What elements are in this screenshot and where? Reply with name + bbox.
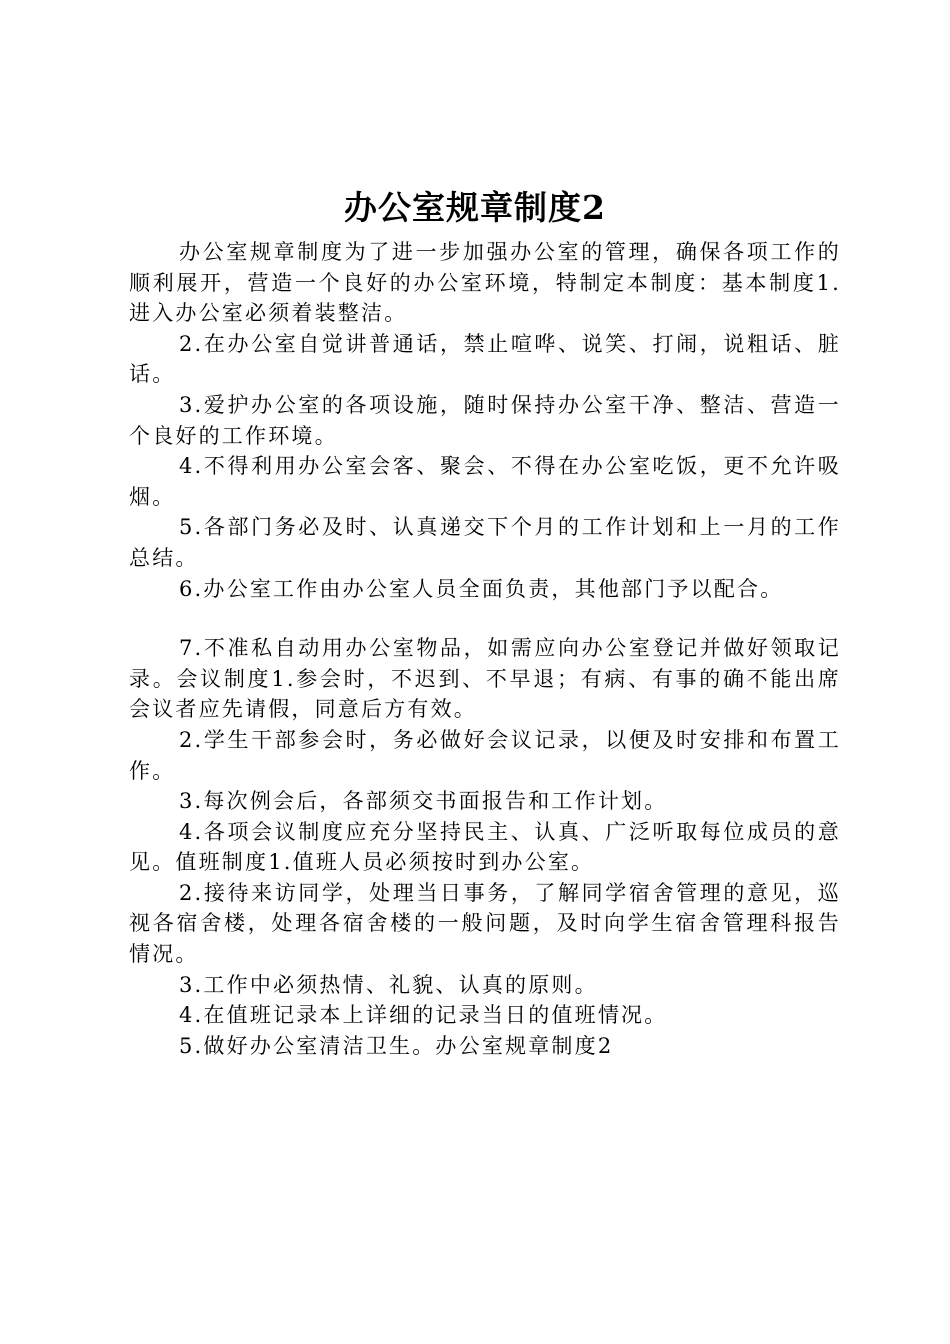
paragraph-duty-4: 4.在值班记录本上详细的记录当日的值班情况。 [179,1003,668,1028]
document-title: 办公室规章制度2 [344,188,606,227]
paragraph-rule-4: 4.不得利用办公室会客、聚会、不得在办公室吃饭，更不允许吸烟。 [129,454,841,509]
paragraph-duty-5: 5.做好办公室清洁卫生。办公室规章制度2 [179,1033,614,1058]
paragraph-rule-5: 5.各部门务必及时、认真递交下个月的工作计划和上一月的工作总结。 [129,515,841,570]
paragraph-rule-2: 2.在办公室自觉讲普通话，禁止喧哗、说笑、打闹，说粗话、脏话。 [129,331,841,387]
paragraph-rule-6: 6.办公室工作由办公室人员全面负责，其他部门予以配合。 [179,576,784,601]
paragraph-duty-2: 2.接待来访同学，处理当日事务，了解同学宿舍管理的意见，巡视各宿舍楼，处理各宿舍楼的一般问题，及时向学生宿舍管理科报告情况。 [129,880,841,967]
paragraph-meeting-2: 2.学生干部参会时，务必做好会议记录，以便及时安排和布置工作。 [129,727,841,783]
paragraph-rule-3: 3.爱护办公室的各项设施，随时保持办公室干净、整洁、营造一个良好的工作环境。 [129,392,841,448]
paragraph-duty-3: 3.工作中必须热情、礼貌、认真的原则。 [179,972,598,997]
paragraph-meeting-3: 3.每次例会后，各部须交书面报告和工作计划。 [179,789,668,814]
paragraph-intro: 办公室规章制度为了进一步加强办公室的管理，确保各项工作的顺利展开，营造一个良好的办公室环境，特制定本制度：基本制度1.进入办公室必须着装整洁。 [129,240,841,326]
paragraph-meeting-4: 4.各项会议制度应充分坚持民主、认真、广泛听取每位成员的意见。值班制度1.值班人员必须按时到办公室。 [129,819,841,875]
document-body [129,237,841,1061]
paragraph-rule-7: 7.不准私自动用办公室物品，如需应向办公室登记并做好领取记录。会议制度1.参会时，不迟到、不早退；有病、有事的确不能出席会议者应先请假，同意后方有效。 [129,636,841,722]
